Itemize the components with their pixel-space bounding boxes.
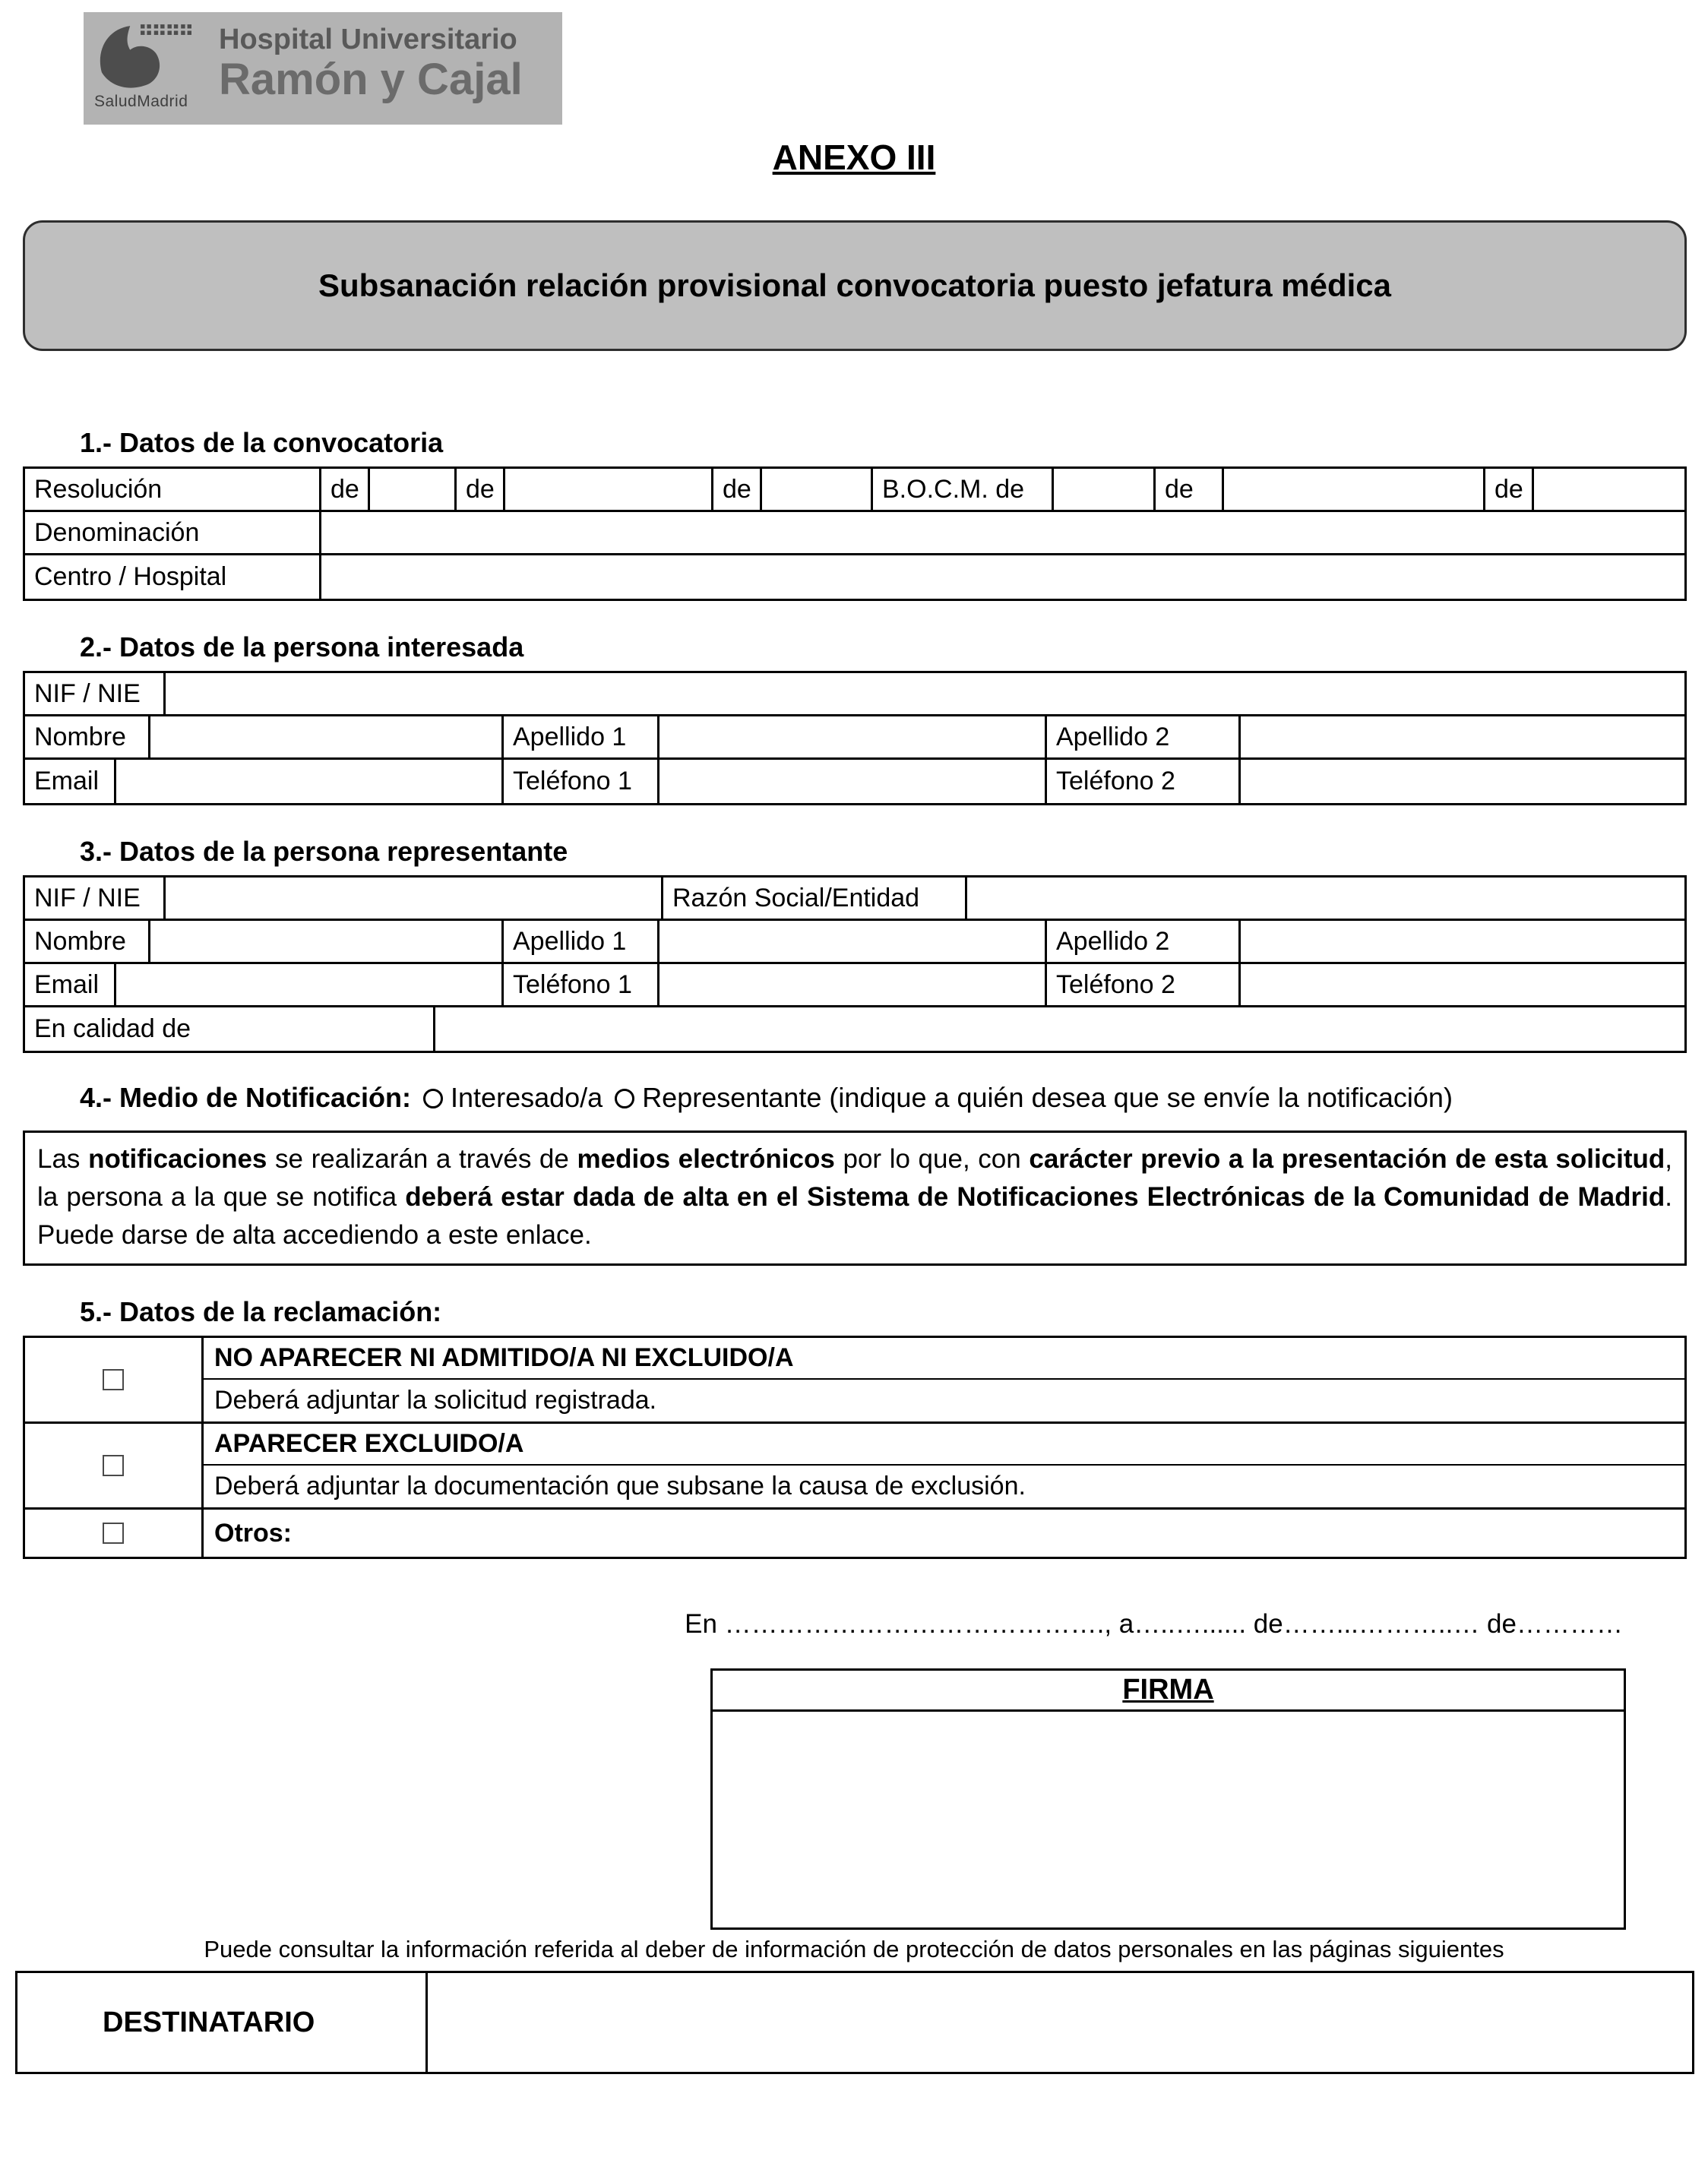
table-row <box>25 555 1684 599</box>
table-row <box>25 964 1684 1007</box>
telefono2-label: Teléfono 2 <box>1047 964 1241 1005</box>
table-row <box>25 760 1684 803</box>
reclamacion-option-subtitle: Deberá adjuntar la solicitud registrada. <box>214 1386 657 1415</box>
apellido1-field[interactable] <box>659 921 1047 962</box>
annex-title: ANEXO III <box>772 138 936 177</box>
razon-social-field[interactable] <box>967 878 1684 919</box>
reclamacion-option-title: Otros: <box>214 1518 292 1548</box>
table-row <box>25 921 1684 964</box>
bocm-label: B.O.C.M. de <box>873 469 1054 510</box>
en-calidad-de-field[interactable] <box>435 1007 1684 1051</box>
notice-text-segment: . Puede darse de alta accediendo a este enlace. <box>37 1182 1672 1250</box>
date-place-line[interactable]: En ……………………………………., a…..…...... de……...………..… de………… <box>685 1609 1623 1639</box>
telefono1-field[interactable] <box>659 760 1047 803</box>
notice-text-segment: notificaciones <box>88 1144 267 1174</box>
nombre-field[interactable] <box>150 921 504 962</box>
checkbox-cell <box>25 1510 204 1557</box>
nif-nie-field[interactable] <box>166 673 1684 714</box>
notice-text-segment: , la persona a la que se notifica <box>37 1144 1673 1212</box>
en-calidad-de-label: En calidad de <box>25 1007 435 1051</box>
resolucion-label: Resolución <box>25 469 321 510</box>
nombre-label: Nombre <box>25 921 150 962</box>
section-4-line <box>80 1079 1501 1117</box>
email-label: Email <box>25 964 116 1005</box>
bocm-day-field[interactable] <box>1054 469 1156 510</box>
hospital-name-block <box>208 20 523 103</box>
telefono2-field[interactable] <box>1241 964 1684 1005</box>
form-title: Subsanación relación provisional convocatoria puesto jefatura médica <box>318 267 1392 303</box>
table-row <box>25 512 1684 555</box>
radio-representante[interactable] <box>615 1089 634 1108</box>
section-1-heading: 1.- Datos de la convocatoria <box>80 427 444 458</box>
aparecer-excluido-checkbox[interactable] <box>103 1455 124 1476</box>
razon-social-label: Razón Social/Entidad <box>663 878 967 919</box>
destinatario-label: DESTINATARIO <box>17 1973 428 2072</box>
telefono2-label: Teléfono 2 <box>1047 760 1241 803</box>
apellido2-field[interactable] <box>1241 716 1684 757</box>
logo-mark-block <box>94 20 208 111</box>
notice-text-segment: se realizarán a través de <box>267 1144 577 1174</box>
telefono1-label: Teléfono 1 <box>504 760 659 803</box>
privacy-note: Puede consultar la información referida al deber de información de protección de datos personales en las páginas siguientes <box>204 1936 1504 1962</box>
nif-nie-label: NIF / NIE <box>25 878 166 919</box>
email-field[interactable] <box>116 964 504 1005</box>
de-label: de <box>713 469 762 510</box>
notification-notice-box <box>23 1131 1687 1266</box>
checkbox-cell <box>25 1424 204 1507</box>
apellido2-label: Apellido 2 <box>1047 716 1241 757</box>
email-label: Email <box>25 760 116 803</box>
email-field[interactable] <box>116 760 504 803</box>
section-3-heading: 3.- Datos de la persona representante <box>80 836 568 867</box>
signature-header <box>713 1671 1624 1712</box>
no-aparecer-checkbox[interactable] <box>103 1369 124 1390</box>
resolucion-day-field[interactable] <box>370 469 457 510</box>
table-row <box>25 716 1684 760</box>
signature-box <box>710 1668 1626 1930</box>
denominacion-label: Denominación <box>25 512 321 553</box>
section-5-heading: 5.- Datos de la reclamación: <box>80 1296 442 1327</box>
telefono1-field[interactable] <box>659 964 1047 1005</box>
apellido2-field[interactable] <box>1241 921 1684 962</box>
table-row <box>25 878 1684 921</box>
saludmadrid-brand-text: SaludMadrid <box>94 93 188 110</box>
apellido1-label: Apellido 1 <box>504 716 659 757</box>
de-label: de <box>457 469 505 510</box>
bocm-year-field[interactable] <box>1534 469 1684 510</box>
table-row <box>25 673 1684 716</box>
destinatario-field[interactable] <box>428 1973 1692 2072</box>
reclamacion-option <box>204 1338 1684 1421</box>
form-title-box <box>23 220 1687 351</box>
hospital-logo <box>84 12 562 125</box>
de-label: de <box>1485 469 1534 510</box>
nif-nie-label: NIF / NIE <box>25 673 166 714</box>
apellido1-label: Apellido 1 <box>504 921 659 962</box>
radio-representante-label: Representante <box>642 1082 822 1113</box>
interesada-table <box>23 671 1687 805</box>
nombre-field[interactable] <box>150 716 504 757</box>
firma-label: FIRMA <box>1122 1674 1214 1706</box>
notification-hint: (indique a quién desea que se envíe la notificación) <box>829 1082 1453 1113</box>
signature-area[interactable] <box>713 1712 1624 1927</box>
nombre-label: Nombre <box>25 716 150 757</box>
hospital-name-line1: Hospital Universitario <box>219 24 517 55</box>
telefono1-label: Teléfono 1 <box>504 964 659 1005</box>
centro-hospital-label: Centro / Hospital <box>25 555 321 599</box>
section-2-heading: 2.- Datos de la persona interesada <box>80 631 524 663</box>
reclamacion-row <box>25 1338 1684 1424</box>
notice-text-segment: carácter previo a la presentación de esta solicitud <box>1029 1144 1665 1174</box>
denominacion-field[interactable] <box>321 512 1684 553</box>
convocatoria-table <box>23 466 1687 601</box>
nif-nie-field[interactable] <box>166 878 663 919</box>
representante-table <box>23 875 1687 1053</box>
otros-checkbox[interactable] <box>103 1523 124 1544</box>
radio-interesado[interactable] <box>423 1089 443 1108</box>
reclamacion-option-title: APARECER EXCLUIDO/A <box>204 1424 1684 1466</box>
resolucion-month-field[interactable] <box>505 469 713 510</box>
notice-text-segment: por lo que, con <box>834 1144 1030 1174</box>
reclamacion-option-subtitle: Deberá adjuntar la documentación que subsane la causa de exclusión. <box>214 1472 1026 1501</box>
resolucion-year-field[interactable] <box>762 469 873 510</box>
centro-hospital-field[interactable] <box>321 555 1684 599</box>
table-row <box>25 469 1684 512</box>
de-label: de <box>321 469 370 510</box>
notice-text-segment: medios electrónicos <box>577 1144 835 1174</box>
bocm-month-field[interactable] <box>1224 469 1485 510</box>
reclamacion-option <box>204 1510 1684 1557</box>
apellido2-label: Apellido 2 <box>1047 921 1241 962</box>
section-4-heading: 4.- Medio de Notificación: <box>80 1082 412 1113</box>
reclamacion-row <box>25 1510 1684 1557</box>
reclamacion-option <box>204 1424 1684 1507</box>
de-label: de <box>1156 469 1224 510</box>
destinatario-box <box>15 1971 1694 2074</box>
radio-interesado-label: Interesado/a <box>451 1082 603 1113</box>
hospital-name-line2: Ramón y Cajal <box>219 55 523 104</box>
telefono2-field[interactable] <box>1241 760 1684 803</box>
table-row <box>25 1007 1684 1051</box>
reclamacion-table <box>23 1336 1687 1559</box>
reclamacion-option-title: NO APARECER NI ADMITIDO/A NI EXCLUIDO/A <box>204 1338 1684 1380</box>
notice-text-segment: Las <box>37 1144 89 1174</box>
reclamacion-row <box>25 1424 1684 1510</box>
notice-text-segment: deberá estar dada de alta en el Sistema de Notificaciones Electrónicas de la Comunidad de Madrid <box>405 1182 1665 1212</box>
saludmadrid-logo-icon <box>94 20 191 91</box>
checkbox-cell <box>25 1338 204 1421</box>
apellido1-field[interactable] <box>659 716 1047 757</box>
